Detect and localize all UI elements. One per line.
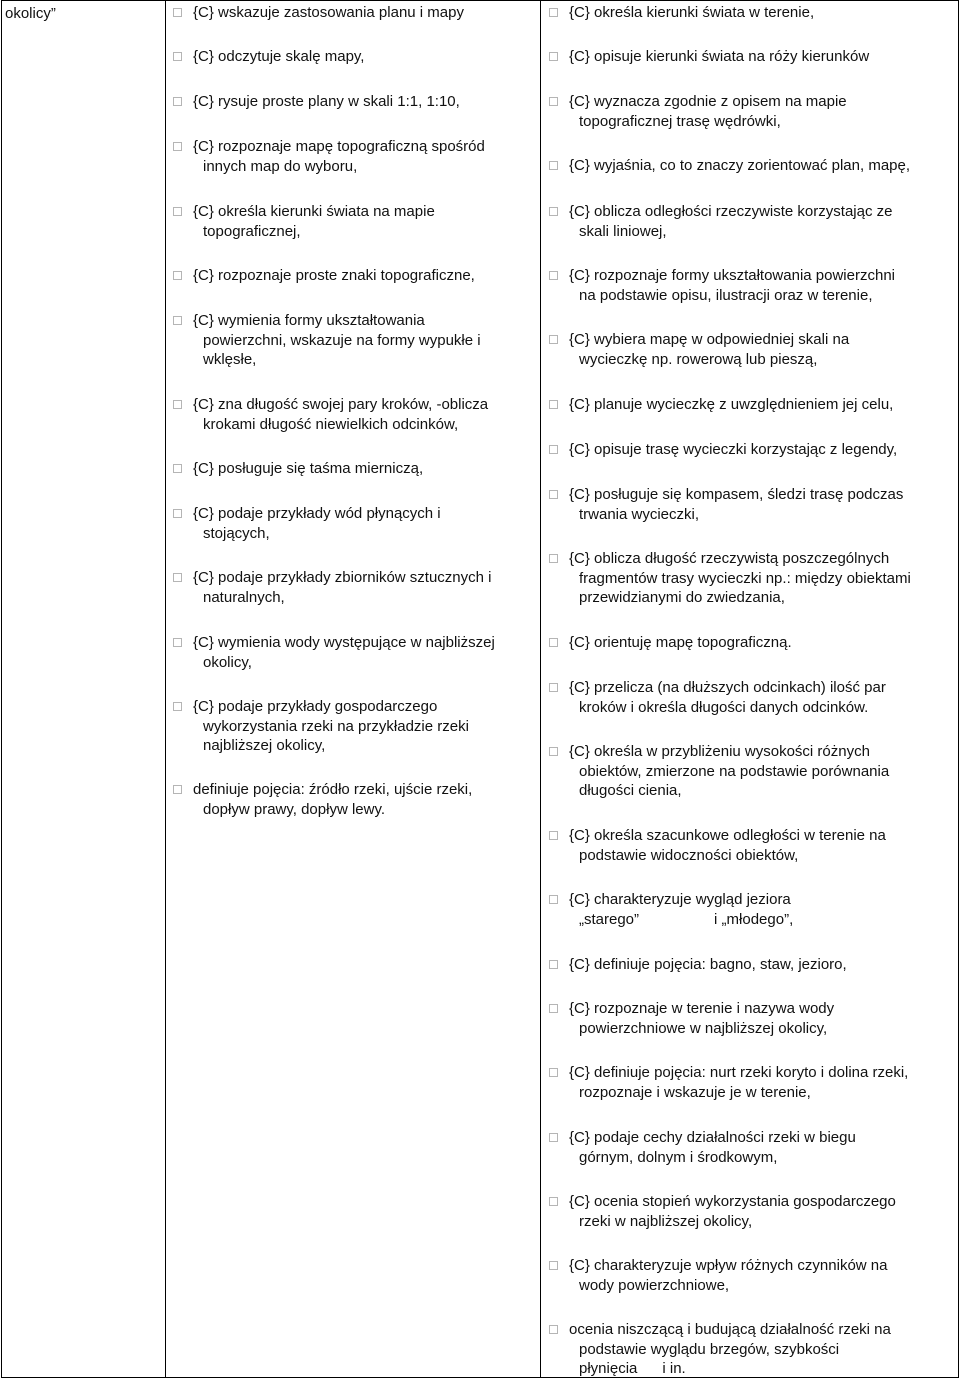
- list-item-text: [569, 3, 954, 23]
- list-item-text: [193, 504, 533, 543]
- text-line: okolicy,: [203, 653, 252, 671]
- list-item-text: [569, 955, 954, 975]
- list-item: [173, 266, 533, 286]
- text-line: powierzchni, wskazuje na formy wypukłe i: [203, 331, 481, 349]
- text-line: płynięcia i in.: [579, 1360, 686, 1377]
- bullet-icon: [549, 1261, 558, 1270]
- text-line: wody powierzchniowe,: [579, 1276, 730, 1294]
- text-line: {C} wyznacza zgodnie z opisem na mapie: [569, 93, 847, 110]
- list-item-text: [193, 92, 533, 112]
- list-item: [549, 826, 954, 865]
- bullet-icon: [549, 1197, 558, 1206]
- list-item-text: [569, 678, 954, 717]
- bullet-icon: [549, 1004, 558, 1013]
- text-line: {C} rysuje proste plany w skali 1:1, 1:10,: [193, 93, 460, 110]
- bullet-icon: [549, 8, 558, 17]
- bullet-icon: [173, 638, 182, 647]
- bullet-icon: [173, 142, 182, 151]
- list-item: [549, 955, 954, 975]
- bullet-icon: [549, 400, 558, 409]
- list-item-text: [193, 459, 533, 479]
- text-line: innych map do wyboru,: [203, 157, 358, 175]
- list-item: [549, 266, 954, 305]
- list-item: [549, 999, 954, 1038]
- text-line: skali liniowej,: [579, 222, 667, 240]
- text-line: wykorzystania rzeki na przykładzie rzeki: [203, 717, 469, 735]
- text-line: {C} posługuje się taśma mierniczą,: [193, 460, 424, 477]
- text-line: topograficznej trasę wędrówki,: [579, 112, 781, 130]
- text-line: rzeki w najbliższej okolicy,: [579, 1212, 753, 1230]
- text-line: {C} oblicza odległości rzeczywiste korzystając ze: [569, 203, 893, 220]
- text-line: kroków i określa długości danych odcinków.: [579, 698, 869, 716]
- list-item-text: [569, 440, 954, 460]
- list-item-text: [569, 1192, 954, 1231]
- text-line: długości cienia,: [579, 782, 682, 799]
- list-item: [173, 395, 533, 434]
- list-item: [173, 459, 533, 479]
- list-item-text: [193, 266, 533, 286]
- bullet-icon: [549, 161, 558, 170]
- list-item: [549, 1192, 954, 1231]
- text-line: {C} wyjaśnia, co to znaczy zorientować plan, mapę,: [569, 157, 911, 174]
- text-line: {C} charakteryzuje wygląd jeziora: [569, 891, 791, 908]
- list-item-text: [193, 633, 533, 672]
- list-item: [173, 92, 533, 112]
- list-item: [549, 92, 954, 131]
- list-item-text: [193, 395, 533, 434]
- text-line: {C} wymienia wody występujące w najbliższej: [193, 634, 495, 651]
- list-item-text: [569, 742, 954, 801]
- text-line: {C} planuje wycieczkę z uwzględnieniem jej celu,: [569, 396, 894, 413]
- list-item: [173, 504, 533, 543]
- bullet-icon: [549, 895, 558, 904]
- list-item: [549, 678, 954, 717]
- list-item-text: [569, 47, 954, 67]
- text-line: górnym, dolnym i środkowym,: [579, 1148, 778, 1166]
- list-item: [173, 633, 533, 672]
- list-item-text: [569, 826, 954, 865]
- text-line: {C} podaje cechy działalności rzeki w biegu: [569, 1129, 856, 1146]
- list-item: [173, 697, 533, 756]
- bullet-icon: [549, 207, 558, 216]
- list-item-text: [193, 697, 533, 756]
- text-line: {C} podaje przykłady zbiorników sztucznych i: [193, 569, 492, 586]
- bullet-icon: [173, 316, 182, 325]
- bullet-icon: [173, 702, 182, 711]
- list-item: [549, 485, 954, 524]
- text-line: {C} podaje przykłady gospodarczego: [193, 698, 438, 715]
- text-line: „starego” i „młodego”,: [579, 910, 794, 928]
- bullet-icon: [173, 785, 182, 794]
- list-item-text: [569, 1128, 954, 1167]
- list-item: [549, 633, 954, 653]
- list-item-text: [569, 1063, 954, 1102]
- bullet-icon: [549, 960, 558, 969]
- text-line: topograficznej,: [203, 222, 301, 240]
- text-line: {C} ocenia stopień wykorzystania gospodarczego: [569, 1193, 896, 1210]
- bullet-icon: [549, 554, 558, 563]
- text-line: {C} określa w przybliżeniu wysokości różnych: [569, 743, 870, 760]
- list-item: [173, 202, 533, 241]
- list-item-text: [569, 202, 954, 241]
- bullet-icon: [173, 464, 182, 473]
- text-line: definiuje pojęcia: źródło rzeki, ujście rzeki,: [193, 781, 473, 798]
- text-line: obiektów, zmierzone na podstawie porównania: [579, 762, 890, 780]
- text-line: {C} rozpoznaje formy ukształtowania powierzchni: [569, 267, 895, 284]
- list-item: [549, 330, 954, 369]
- list-item-text: [569, 1320, 954, 1379]
- bullet-icon: [173, 52, 182, 61]
- list-item: [549, 1256, 954, 1295]
- bullet-icon: [549, 831, 558, 840]
- bullet-icon: [173, 271, 182, 280]
- list-item-text: [193, 780, 533, 819]
- text-line: {C} podaje przykłady wód płynących i: [193, 505, 441, 522]
- list-item: [549, 549, 954, 608]
- row-label: okolicy”: [5, 5, 56, 22]
- list-item: [549, 742, 954, 801]
- text-line: {C} orientuję mapę topograficzną.: [569, 634, 792, 651]
- text-line: {C} rozpoznaje proste znaki topograficzne,: [193, 267, 475, 284]
- list-item-text: [569, 485, 954, 524]
- text-line: {C} opisuje trasę wycieczki korzystając z legendy,: [569, 441, 898, 458]
- list-item: [549, 890, 954, 929]
- bullet-icon: [173, 97, 182, 106]
- text-line: {C} wybiera mapę w odpowiedniej skali na: [569, 331, 850, 348]
- list-item-text: [569, 999, 954, 1038]
- bullet-icon: [549, 747, 558, 756]
- bullet-icon: [173, 8, 182, 17]
- text-line: {C} przelicza (na dłuższych odcinkach) ilość par: [569, 679, 886, 696]
- list-item: [549, 47, 954, 67]
- bullet-icon: [173, 509, 182, 518]
- list-item-text: [569, 395, 954, 415]
- text-line: stojących,: [203, 524, 270, 542]
- bullet-icon: [549, 683, 558, 692]
- list-item-text: [569, 330, 954, 369]
- list-item: [549, 1063, 954, 1102]
- list-item-text: [569, 1256, 954, 1295]
- bullet-icon: [549, 97, 558, 106]
- bullet-icon: [549, 445, 558, 454]
- text-line: {C} charakteryzuje wpływ różnych czynników na: [569, 1257, 888, 1274]
- bullet-icon: [549, 271, 558, 280]
- text-line: najbliższej okolicy,: [203, 737, 326, 754]
- list-item: [173, 568, 533, 607]
- list-item: [173, 780, 533, 819]
- list-item: [549, 156, 954, 176]
- text-line: {C} zna długość swojej pary kroków, -oblicza: [193, 396, 489, 413]
- list-item-text: [193, 202, 533, 241]
- bullet-icon: [549, 638, 558, 647]
- text-line: rozpoznaje i wskazuje je w terenie,: [579, 1083, 811, 1101]
- list-item-text: [569, 266, 954, 305]
- list-item-text: [569, 633, 954, 653]
- bullet-icon: [549, 1133, 558, 1142]
- text-line: podstawie wyglądu brzegów, szybkości: [579, 1340, 840, 1358]
- list-item: [549, 395, 954, 415]
- list-item: [549, 3, 954, 23]
- list-item: [173, 137, 533, 176]
- text-line: na podstawie opisu, ilustracji oraz w terenie,: [579, 286, 873, 304]
- bullet-icon: [549, 490, 558, 499]
- text-line: ocenia niszczącą i budującą działalność rzeki na: [569, 1321, 891, 1338]
- bullet-icon: [549, 1325, 558, 1334]
- text-line: {C} wymienia formy ukształtowania: [193, 312, 425, 329]
- list-item: [173, 47, 533, 67]
- text-line: fragmentów trasy wycieczki np.: między obiektami: [579, 569, 911, 587]
- bullet-icon: [173, 400, 182, 409]
- text-line: {C} odczytuje skalę mapy,: [193, 48, 365, 65]
- bullet-icon: [173, 207, 182, 216]
- bullet-icon: [173, 573, 182, 582]
- text-line: {C} definiuje pojęcia: nurt rzeki koryto i dolina rzeki,: [569, 1064, 909, 1081]
- text-line: krokami długość niewielkich odcinków,: [203, 415, 459, 433]
- text-line: dopływ prawy, dopływ lewy.: [203, 800, 386, 818]
- list-item-text: [193, 568, 533, 607]
- list-item: [549, 1128, 954, 1167]
- bullet-icon: [549, 1068, 558, 1077]
- text-line: {C} rozpoznaje mapę topograficzną spośród: [193, 138, 485, 155]
- list-item: [549, 1320, 954, 1379]
- list-item: [549, 440, 954, 460]
- text-line: {C} określa kierunki świata w terenie,: [569, 4, 815, 21]
- text-line: naturalnych,: [203, 588, 285, 606]
- text-line: powierzchniowe w najbliższej okolicy,: [579, 1019, 828, 1037]
- list-item-text: [193, 311, 533, 370]
- list-item-text: [193, 3, 533, 23]
- text-line: {C} oblicza długość rzeczywistą poszczególnych: [569, 550, 890, 567]
- text-line: wklęsłe,: [203, 351, 257, 368]
- list-item-text: [569, 890, 954, 929]
- text-line: podstawie widoczności obiektów,: [579, 846, 799, 864]
- text-line: trwania wycieczki,: [579, 505, 700, 523]
- text-line: {C} rozpoznaje w terenie i nazywa wody: [569, 1000, 835, 1017]
- bullet-icon: [549, 52, 558, 61]
- text-line: {C} opisuje kierunki świata na róży kierunków: [569, 48, 870, 65]
- text-line: przewidzianymi do zwiedzania,: [579, 589, 785, 606]
- list-item: [173, 3, 533, 23]
- list-item-text: [193, 47, 533, 67]
- text-line: wycieczkę np. rowerową lub pieszą,: [579, 350, 818, 368]
- list-item-text: [569, 156, 954, 176]
- list-item: [549, 202, 954, 241]
- text-line: {C} określa kierunki świata na mapie: [193, 203, 435, 220]
- list-item-text: [569, 549, 954, 608]
- list-item-text: [193, 137, 533, 176]
- list-item-text: [569, 92, 954, 131]
- label-cell: [2, 1, 166, 1378]
- bullet-icon: [549, 335, 558, 344]
- text-line: {C} definiuje pojęcia: bagno, staw, jezioro,: [569, 956, 847, 973]
- list-item: [173, 311, 533, 370]
- text-line: {C} posługuje się kompasem, śledzi trasę podczas: [569, 486, 904, 503]
- text-line: {C} wskazuje zastosowania planu i mapy: [193, 4, 464, 21]
- text-line: {C} określa szacunkowe odległości w terenie na: [569, 827, 886, 844]
